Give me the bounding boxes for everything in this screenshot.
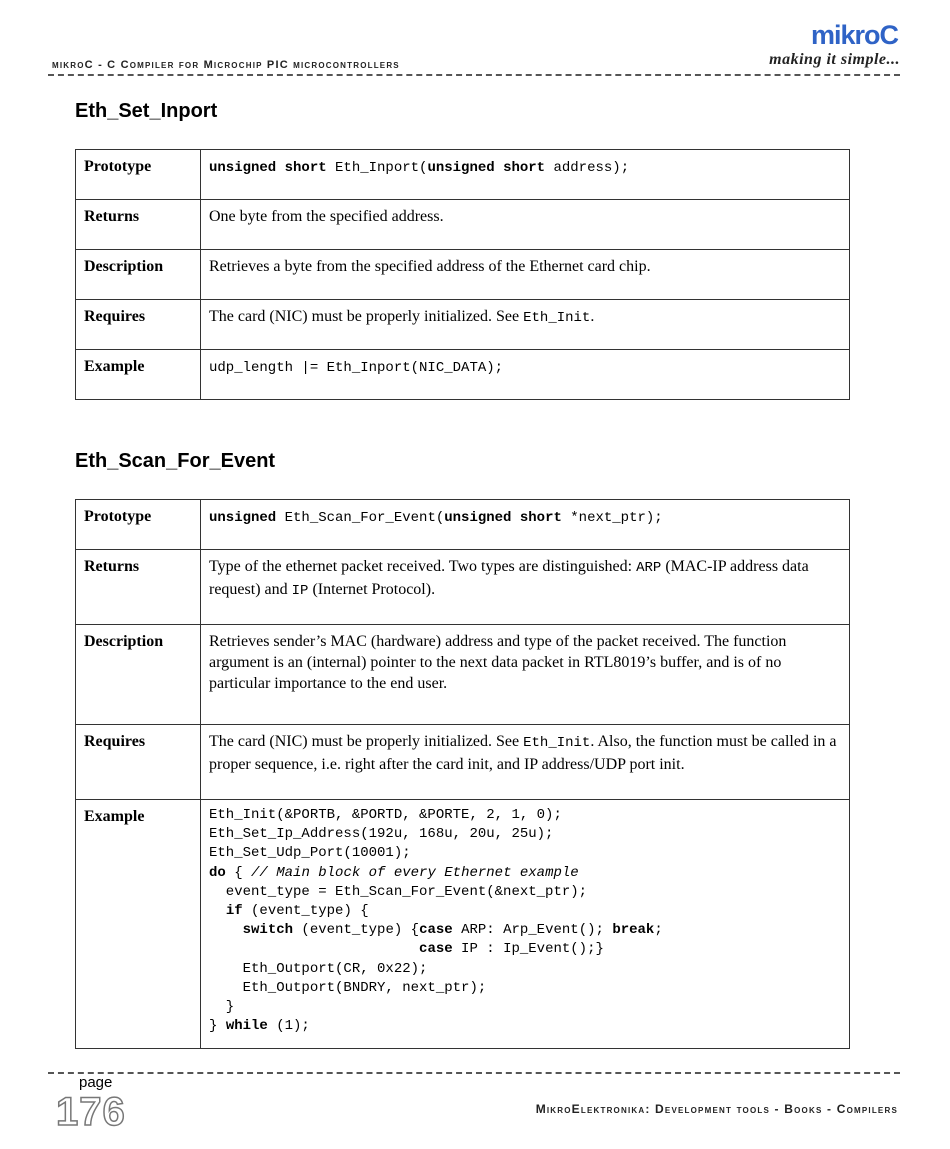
requires-text-end: . Also, the function must be called in a proper sequence, i.e. right after the card init, and IP address/UDP port init. [209, 733, 837, 773]
prototype-cell [201, 500, 850, 550]
returns-text: Type of the ethernet packet received. Two types are distinguished: [209, 558, 637, 575]
code-line: Eth_Outport(CR, 0x22); [209, 960, 428, 977]
table-row [76, 550, 850, 625]
row-label: Example [76, 350, 201, 400]
table-row [76, 350, 850, 400]
returns-text-mid: (MAC-IP address data request) and [209, 558, 809, 598]
row-label: Returns [76, 550, 201, 625]
code-line: } [209, 999, 235, 1016]
row-label: Returns [76, 200, 201, 250]
table-row [76, 200, 850, 250]
code-line: case IP : Ip_Event();} [419, 941, 604, 958]
description-text: Retrieves a byte from the specified address of the Ethernet card chip. [201, 250, 850, 300]
footer-publisher: MikroElektronika: Development tools - Books - Compilers [535, 1102, 898, 1116]
row-label: Prototype [76, 150, 201, 200]
header-title: mikroC - C Compiler for Microchip PIC microcontrollers [52, 59, 400, 71]
returns-text-end: (Internet Protocol). [308, 581, 436, 598]
prototype-code: unsigned short Eth_Inport(unsigned short address); [209, 160, 630, 176]
mikroc-logo: mikroC [810, 20, 898, 50]
function-table-eth-set-inport [75, 149, 850, 400]
prototype-code: unsigned Eth_Scan_For_Event(unsigned short *next_ptr); [209, 510, 663, 526]
requires-text: The card (NIC) must be properly initialized. See [209, 733, 524, 750]
header-divider [48, 74, 900, 76]
table-row [76, 725, 850, 800]
section-title-eth-scan-for-event: Eth_Scan_For_Event [75, 450, 276, 472]
code-line: Eth_Set_Ip_Address(192u, 168u, 20u, 25u); [209, 826, 554, 843]
page-label: page [79, 1074, 113, 1091]
code-line: } while (1); [209, 1018, 310, 1035]
example-code: udp_length |= Eth_Inport(NIC_DATA); [209, 360, 504, 376]
code-line: Eth_Set_Udp_Port(10001); [209, 845, 411, 862]
prototype-cell [201, 150, 850, 200]
requires-text-end: . [590, 308, 595, 325]
row-label: Description [76, 625, 201, 725]
header-tagline: making it simple... [769, 51, 900, 68]
returns-cell [201, 550, 850, 625]
table-row [76, 250, 850, 300]
row-label: Requires [76, 300, 201, 350]
description-text: Retrieves sender’s MAC (hardware) address and type of the packet received. The function argument is an (internal) pointer to the next data packet in RTL8019’s buffer, and is of no particular importance to the end user. [201, 625, 850, 725]
requires-code: Eth_Init [523, 735, 591, 751]
code-line: switch (event_type) {case ARP: Arp_Event(); break; [242, 922, 663, 939]
code-line: event_type = Eth_Scan_For_Event(&next_ptr); [209, 883, 588, 900]
table-row [76, 625, 850, 725]
requires-code: Eth_Init [523, 310, 591, 326]
table-row [76, 500, 850, 550]
example-code-block [209, 806, 841, 1036]
example-cell [201, 800, 850, 1049]
code-line: if (event_type) { [225, 903, 369, 920]
table-row [76, 800, 850, 1049]
requires-cell [201, 300, 850, 350]
returns-code-arp: ARP [636, 560, 662, 576]
code-line: do { // Main block of every Ethernet example [209, 864, 579, 881]
code-line: Eth_Init(&PORTB, &PORTD, &PORTE, 2, 1, 0); [209, 807, 562, 823]
page-number: 176 [56, 1090, 126, 1134]
footer-divider [48, 1072, 900, 1074]
requires-cell [201, 725, 850, 800]
requires-text: The card (NIC) must be properly initialized. See [209, 308, 524, 325]
example-cell [201, 350, 850, 400]
table-row [76, 300, 850, 350]
row-label: Prototype [76, 500, 201, 550]
function-table-eth-scan-for-event [75, 499, 850, 1049]
section-title-eth-set-inport: Eth_Set_Inport [75, 100, 218, 122]
row-label: Requires [76, 725, 201, 800]
table-row [76, 150, 850, 200]
returns-text: One byte from the specified address. [201, 200, 850, 250]
code-line: Eth_Outport(BNDRY, next_ptr); [209, 979, 487, 996]
row-label: Description [76, 250, 201, 300]
row-label: Example [76, 800, 201, 1049]
returns-code-ip: IP [291, 583, 309, 599]
